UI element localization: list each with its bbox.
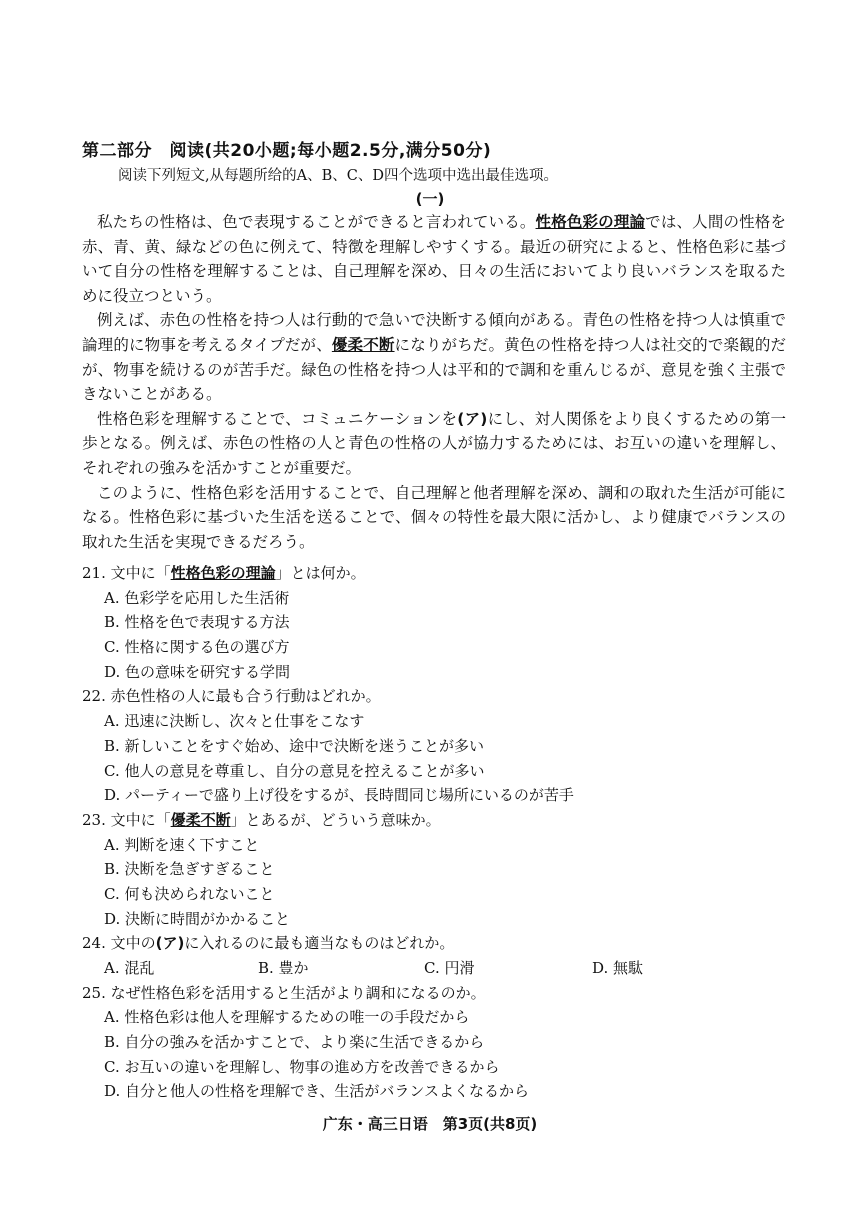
question-24 [82, 931, 786, 980]
option-b: B. 豊か [258, 959, 309, 977]
question-stem [82, 931, 786, 956]
option-a: A. 混乱 [104, 959, 155, 977]
question-25 [82, 981, 786, 1104]
option-a: A. 迅速に決断し、次々と仕事をこなす [104, 712, 365, 731]
stem-text: 24. 文中の [82, 934, 156, 953]
option-b: B. 新しいことをすぐ始め、途中で決断を迷うことが多い [104, 736, 484, 755]
question-stem [82, 808, 786, 833]
stem-text: 」とあるが、どういう意味か。 [230, 810, 441, 829]
passage-text: では、人間の性格を赤、青、黄、緑などの色に例えて、特徴を理解しやすくする。最近の研究によると、性格色彩に基づいて自分の性格を理解することは、自己理解を深め、日々の生活においてより良いバランスを取るために役立つという。 [82, 213, 786, 305]
option-d: D. パーティーで盛り上げ役をするが、長時間同じ場所にいるのが苦手 [104, 786, 574, 805]
passage-text: になりがちだ。黄色の性格を持つ人は社交的で楽観的だが、物事を続けるのが苦手だ。緑色の性格を持つ人は平和的で調和を重んじるが、意見を強く主張できないことがある。 [82, 335, 786, 404]
option-c: C. 性格に関する色の選び方 [104, 638, 290, 657]
question-22 [82, 684, 786, 807]
question-stem: 25. なぜ性格色彩を活用すると生活がより調和になるのか。 [82, 983, 486, 1002]
keyword-underlined: 性格色彩の理論 [170, 564, 276, 582]
option-row [82, 956, 786, 981]
stem-text: 21. 文中に「 [82, 564, 171, 582]
section-title: 第二部分 阅读(共20小题;每小题2.5分,满分50分) [82, 141, 492, 161]
option-a: A. 色彩学を応用した生活術 [104, 588, 290, 607]
option-d: D. 自分と他人の性格を理解でき、生活がバランスよくなるから [104, 1082, 529, 1101]
stem-text: に入れるのに最も適当なものはどれか。 [184, 934, 455, 953]
passage-text: 例えば、赤色の性格を持つ人は行動的で急いで決断する傾向がある。青色の性格を持つ人は慎重で論理的に物事を考えるタイプだが、 [82, 311, 786, 354]
stem-text: 」とは何か。 [275, 564, 366, 582]
passage-paragraph-1 [82, 210, 786, 308]
blank-marker: (ア) [457, 409, 488, 428]
keyword-underlined: 優柔不断 [170, 810, 231, 829]
option-c: C. 円滑 [424, 959, 475, 977]
option-c: C. 他人の意見を尊重し、自分の意見を控えることが多い [104, 761, 485, 780]
option-b: B. 自分の強みを活かすことで、より楽に生活できるから [104, 1033, 485, 1052]
passage-paragraph-3 [82, 407, 786, 481]
option-d: D. 決断に時間がかかること [104, 909, 291, 928]
passage-paragraph-4: このように、性格色彩を活用することで、自己理解と他者理解を深め、調和の取れた生活が可能になる。性格色彩に基づいた生活を送ることで、個々の特性を最大限に活かし、より健康でバランスの取れた生活を実現できるだろう。 [82, 483, 786, 551]
option-a: A. 性格色彩は他人を理解するための唯一の手段だから [104, 1008, 470, 1027]
passage-text: 私たちの性格は、色で表現することができると言われている。 [97, 213, 536, 231]
keyword-underlined: 性格色彩の理論 [535, 213, 646, 231]
stem-text: 23. 文中に「 [82, 810, 171, 829]
passage-number: (一) [415, 190, 445, 208]
question-21 [82, 561, 786, 684]
page-footer: 广东・高三日语 第3页(共8页) [322, 1115, 538, 1133]
option-c: C. お互いの違いを理解し、物事の進め方を改善できるから [104, 1057, 500, 1076]
question-list [82, 561, 786, 1104]
option-a: A. 判断を速く下すこと [104, 835, 260, 854]
question-23 [82, 808, 786, 931]
passage-text: にし、対人関係をより良くするための第一歩となる。例えば、赤色の性格の人と青色の性格の人が協力するためには、お互いの違いを理解し、それぞれの強みを活かすことが重要だ。 [82, 409, 786, 477]
option-b: B. 性格を色で表現する方法 [104, 613, 290, 632]
instruction-text: 阅读下列短文,从每题所给的A、B、C、D四个选项中选出最佳选项。 [118, 168, 558, 184]
keyword-underlined: 優柔不断 [331, 335, 395, 354]
passage-paragraph-2 [82, 308, 786, 406]
blank-marker: (ア) [155, 934, 185, 953]
option-c: C. 何も決められないこと [104, 884, 275, 903]
passage-text: 性格色彩を理解することで、コミュニケーションを [97, 409, 458, 428]
option-d: D. 無駄 [592, 959, 644, 977]
reading-passage [82, 210, 786, 554]
option-d: D. 色の意味を研究する学問 [104, 662, 291, 681]
question-stem [82, 561, 786, 586]
question-stem: 22. 赤色性格の人に最も合う行動はどれか。 [82, 687, 381, 706]
option-b: B. 決断を急ぎすぎること [104, 860, 275, 879]
